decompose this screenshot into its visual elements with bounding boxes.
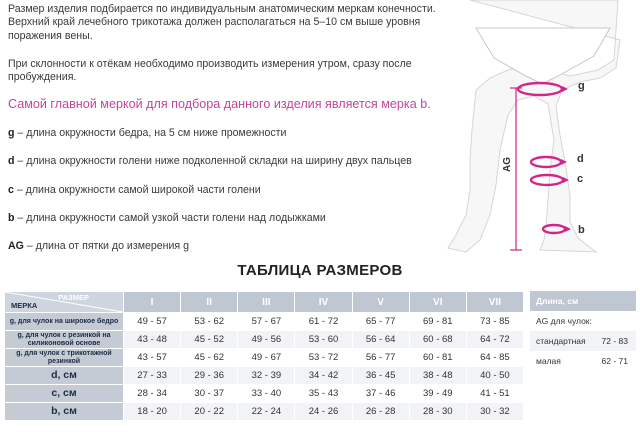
table-cell: 27 - 33	[124, 367, 181, 385]
table-cell: 40 - 50	[466, 367, 523, 385]
table-cell: 49 - 56	[238, 331, 295, 349]
table-cell: 65 - 77	[352, 313, 409, 331]
table-row	[5, 349, 524, 367]
table-cell: 28 - 34	[124, 385, 181, 403]
size-header: II	[181, 292, 238, 313]
table-cell: 39 - 49	[409, 385, 466, 403]
definition-text: – длина окружности голени ниже подколенной складки на ширину двух пальцев	[14, 155, 412, 167]
table-cell: 36 - 45	[352, 367, 409, 385]
table-cell: 43 - 57	[124, 349, 181, 367]
table-cell: 43 - 48	[124, 331, 181, 349]
size-table	[4, 291, 524, 421]
definition-ag	[8, 240, 189, 252]
table-cell: 64 - 85	[466, 349, 523, 367]
row-label: g, для чулок с резинкой на силиконовой основе	[5, 331, 124, 349]
table-cell: 73 - 85	[466, 313, 523, 331]
size-header: IV	[295, 292, 352, 313]
label-b: b	[578, 224, 585, 236]
table-cell: 53 - 60	[295, 331, 352, 349]
length-table-header: Длина, см	[530, 291, 636, 311]
size-header: V	[352, 292, 409, 313]
table-cell: 37 - 46	[352, 385, 409, 403]
length-value: 72 - 83	[601, 336, 628, 346]
table-cell: 53 - 72	[295, 349, 352, 367]
table-cell: 45 - 52	[181, 331, 238, 349]
table-cell: 29 - 36	[181, 367, 238, 385]
definition-b	[8, 212, 326, 224]
definition-d	[8, 155, 412, 167]
table-cell: 49 - 57	[124, 313, 181, 331]
length-value: 62 - 71	[601, 356, 628, 366]
definition-c	[8, 184, 261, 196]
table-row	[5, 385, 524, 403]
table-cell: 35 - 43	[295, 385, 352, 403]
table-cell: 60 - 68	[409, 331, 466, 349]
size-header: VII	[466, 292, 523, 313]
table-row	[5, 331, 524, 349]
definition-text: – длина окружности самой узкой части голени над лодыжками	[14, 212, 326, 224]
definition-g	[8, 127, 286, 139]
definition-text: – длина окружности самой широкой части голени	[13, 184, 261, 196]
table-cell: 22 - 24	[238, 403, 295, 421]
table-cell: 24 - 26	[295, 403, 352, 421]
definition-key: b	[8, 212, 15, 224]
size-header-row	[5, 292, 524, 313]
table-row	[5, 403, 524, 421]
row-label: g, для чулок с трикотажной резинкой	[5, 349, 124, 367]
definition-text: – длина от пятки до измерения g	[23, 240, 189, 252]
length-row-ag	[530, 311, 636, 331]
length-row-standard	[530, 331, 636, 351]
table-cell: 69 - 81	[409, 313, 466, 331]
table-cell: 38 - 48	[409, 367, 466, 385]
table-cell: 28 - 30	[409, 403, 466, 421]
size-table-body	[5, 313, 524, 421]
table-title: ТАБЛИЦА РАЗМЕРОВ	[237, 262, 403, 279]
size-header: I	[124, 292, 181, 313]
table-cell: 34 - 42	[295, 367, 352, 385]
length-label: стандартная	[536, 336, 586, 346]
intro-paragraph-2: При склонности к отёкам необходимо производить измерения утром, сразу после пробуждения.	[8, 58, 412, 84]
table-row	[5, 313, 524, 331]
table-cell: 56 - 64	[352, 331, 409, 349]
definition-key: AG	[8, 240, 24, 252]
table-cell: 56 - 77	[352, 349, 409, 367]
size-header: III	[238, 292, 295, 313]
table-cell: 60 - 81	[409, 349, 466, 367]
label-g: g	[578, 80, 585, 92]
length-label: AG для чулок:	[536, 316, 592, 326]
definition-key: d	[8, 155, 15, 167]
table-cell: 41 - 51	[466, 385, 523, 403]
definition-key: c	[8, 184, 14, 196]
main-measure-headline: Самой главной меркой для подбора данного изделия является мерка b.	[8, 97, 431, 111]
row-label: d, см	[5, 367, 124, 385]
size-header: VI	[409, 292, 466, 313]
length-label: малая	[536, 356, 561, 366]
table-cell: 64 - 72	[466, 331, 523, 349]
length-row-small	[530, 351, 636, 371]
table-cell: 53 - 62	[181, 313, 238, 331]
table-cell: 32 - 39	[238, 367, 295, 385]
table-cell: 33 - 40	[238, 385, 295, 403]
table-cell: 30 - 37	[181, 385, 238, 403]
table-cell: 57 - 67	[238, 313, 295, 331]
table-cell: 49 - 67	[238, 349, 295, 367]
table-row	[5, 367, 524, 385]
table-cell: 20 - 22	[181, 403, 238, 421]
leg-measurement-diagram	[430, 0, 640, 262]
ag-label: AG	[502, 157, 513, 172]
label-d: d	[577, 153, 584, 165]
table-cell: 26 - 28	[352, 403, 409, 421]
definition-key: g	[8, 127, 15, 139]
length-table	[530, 291, 636, 371]
corner-measure-label: МЕРКА	[11, 301, 38, 310]
table-cell: 30 - 32	[466, 403, 523, 421]
table-cell: 45 - 62	[181, 349, 238, 367]
row-label: b, см	[5, 403, 124, 421]
table-cell: 61 - 72	[295, 313, 352, 331]
table-cell: 18 - 20	[124, 403, 181, 421]
row-label: c, см	[5, 385, 124, 403]
table-corner	[5, 292, 124, 313]
label-c: c	[577, 173, 584, 185]
row-label: g, для чулок на широкое бедро	[5, 313, 124, 331]
intro-paragraph-1: Размер изделия подбирается по индивидуальным анатомическим меркам конечности. Верхний край лечебного трикотажа должен располагаться на 5–10 см выше уровня поражения вены.	[8, 3, 436, 42]
definition-text: – длина окружности бедра, на 5 см ниже промежности	[14, 127, 287, 139]
corner-size-label: РАЗМЕР	[58, 293, 89, 302]
